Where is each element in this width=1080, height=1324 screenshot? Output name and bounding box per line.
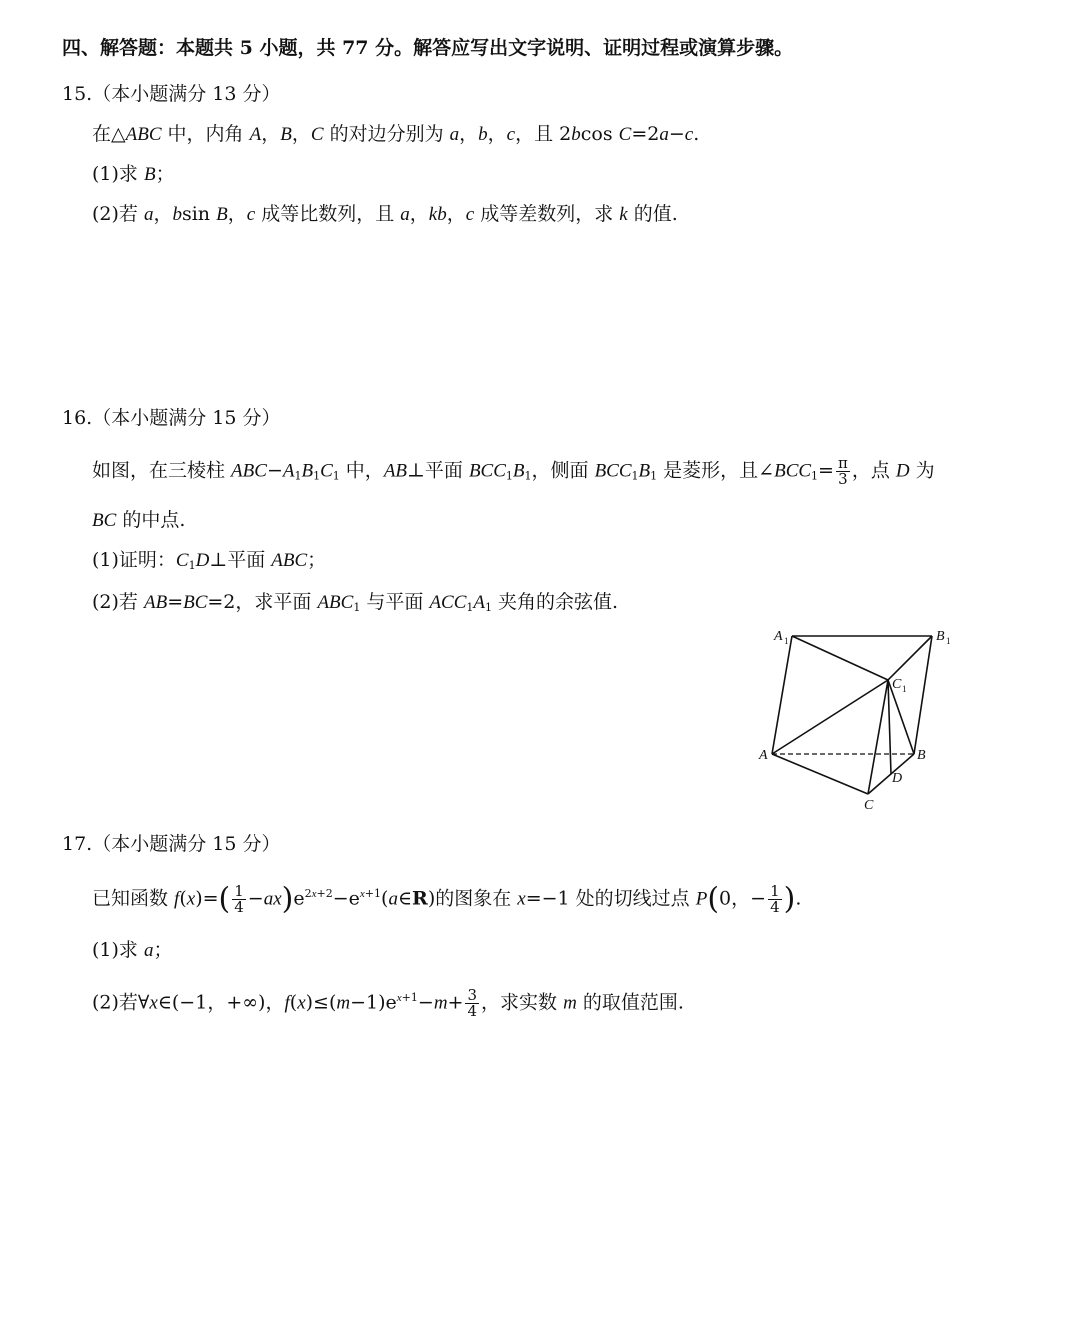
edge-cc1 [868, 680, 888, 794]
q15-header: 15.（本小题满分 13 分） [62, 83, 281, 105]
edge-c1d [888, 680, 891, 774]
q16-part2: (2)若 AB=BC=2，求平面 $ABC_1$ 与平面 $ACC_1A_1$ 夹角的余弦值. [92, 591, 619, 614]
label-d: D [892, 771, 903, 786]
q17-part1: (1)求 a； [92, 939, 173, 961]
label-a: A [759, 748, 768, 763]
label-c1: C [892, 677, 902, 692]
q16-part1: (1)证明：$C_1D\perp$平面 ABC； [92, 549, 327, 572]
prism-figure [750, 620, 960, 815]
label-b1-sub: 1 [946, 636, 951, 646]
label-b1: B [936, 629, 945, 644]
label-c: C [864, 798, 874, 813]
section-heading: 四、解答题：本题共 5 小题，共 77 分。解答应写出文字说明、证明过程或演算步骤。 [62, 37, 794, 59]
edge-aa1 [772, 636, 792, 754]
q17-header: 17.（本小题满分 15 分） [62, 833, 281, 855]
q15-stem: 在△ABC 中，内角 A，B，C 的对边分别为 a，b，c，且 2bcos C=2a−c. [92, 123, 700, 145]
q17-part2: (2)若∀x∈(−1，+∞)，$f(x)\le(m-1)e^{x+1}-m+$ $\frac{3}{4}$ ，求实数 m 的取值范围. [92, 986, 684, 1020]
pi-over-3-fraction: $\frac{\pi}{3}$ [837, 454, 848, 488]
q16-header: 16.（本小题满分 15 分） [62, 407, 281, 429]
edge-bb1 [914, 636, 932, 754]
label-a1-sub: 1 [784, 636, 789, 646]
label-b: B [917, 748, 926, 763]
three-quarters-fraction: $\frac{3}{4}$ [467, 986, 478, 1020]
one-quarter-fraction: $\frac{1}{4}$ [234, 882, 244, 916]
q16-stem-line1: 如图，在三棱柱 $ABC-A_1B_1C_1$ 中，AB⊥平面 $BCC_1B_1$，侧面 $BCC_1B_1$ 是菱形，且$\angle BCC_1=$ $\frac{\pi}{3}$ ，点 D 为 [92, 454, 935, 488]
neg-one-quarter-fraction: $\frac{1}{4}$ [770, 882, 780, 916]
edge-ac1 [772, 680, 888, 754]
q15-part1: (1)求 B； [92, 163, 175, 185]
q16-stem-line2: BC 的中点. [92, 509, 186, 531]
edge-b1c1 [888, 636, 932, 680]
q17-stem: 已知函数 f(x)=( $\frac{1}{4}$ $-ax)e^{2x+2}-e^{x+1}(a\in R)$的图象在 x=−1 处的切线过点 P(0，− $\frac{1}{4}$ ). [92, 881, 802, 917]
label-a1: A [774, 629, 783, 644]
label-c1-sub: 1 [902, 684, 907, 694]
q15-part2: (2)若 a，bsin B，c 成等比数列，且 a，kb，c 成等差数列，求 k 的值. [92, 203, 678, 225]
edge-ac [772, 754, 868, 794]
edge-a1c1 [792, 636, 888, 680]
